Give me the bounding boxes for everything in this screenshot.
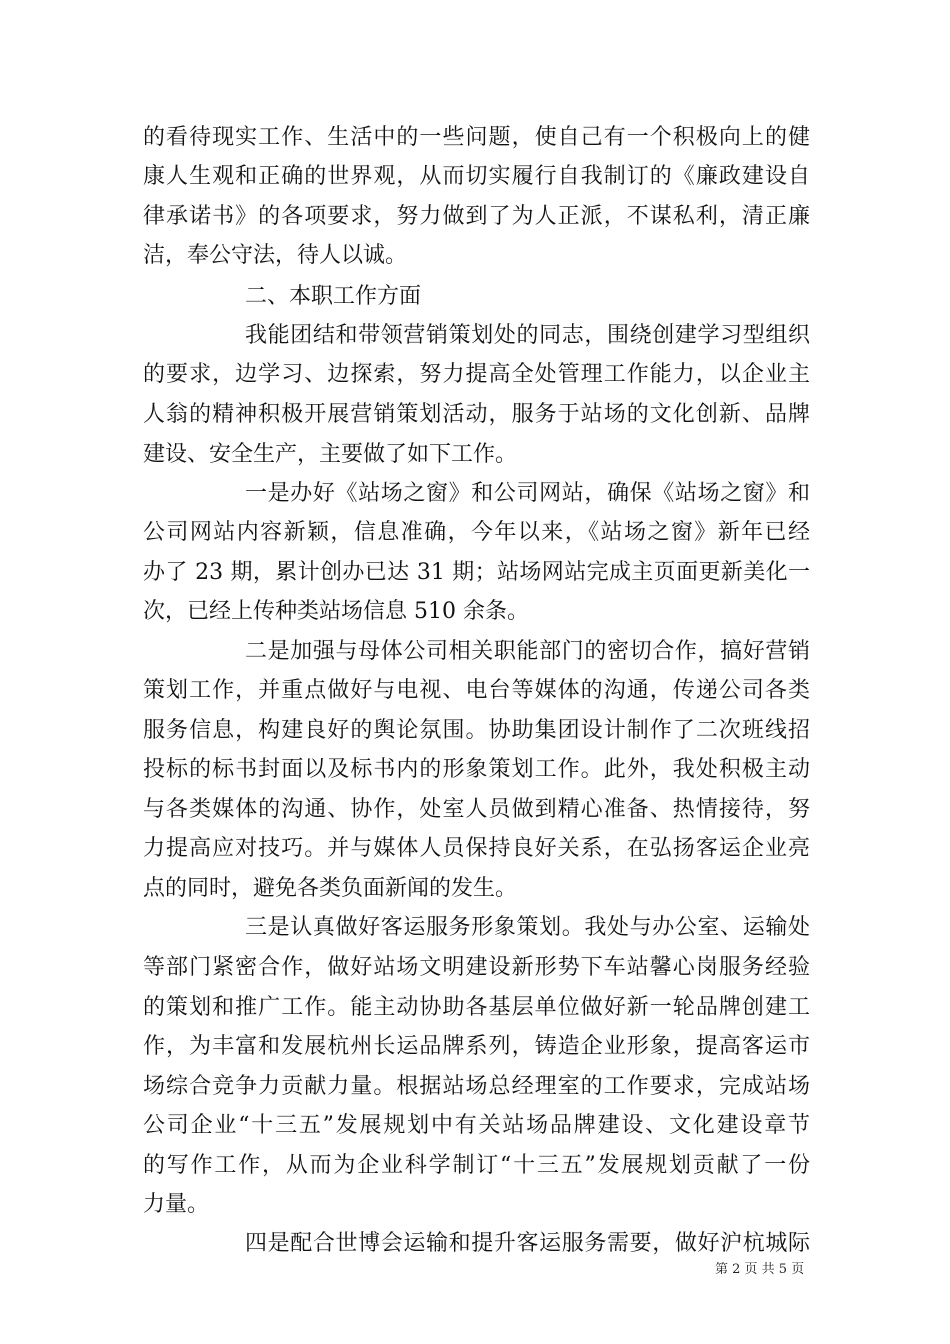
text-line: 康人生观和正确的世界观，从而切实履行自我制订的《廉政建设自 [143, 164, 810, 189]
text-line: 律承诺书》的各项要求，努力做到了为人正派，不谋私利，清正廉 [143, 204, 810, 229]
text-line: 次，已经上传种类站场信息 510 余条。 [143, 599, 529, 624]
text-line: 办了 23 期，累计创办已达 31 期；站场网站完成主页面更新美化一 [143, 560, 810, 585]
paragraph-first-line: 二是加强与母体公司相关职能部门的密切合作，搞好营销 [245, 639, 810, 664]
text-line: 公司网站内容新颖，信息准确，今年以来，《站场之窗》新年已经 [143, 520, 810, 545]
paragraph-first-line: 我能团结和带领营销策划处的同志，围绕创建学习型组织 [245, 323, 810, 348]
text-line: 洁，奉公守法，待人以诚。 [143, 243, 408, 268]
text-line: 策划工作，并重点做好与电视、电台等媒体的沟通，传递公司各类 [143, 678, 810, 703]
paragraph-first-line: 三是认真做好客运服务形象策划。我处与办公室、运输处 [245, 915, 810, 940]
text-line: 投标的标书封面以及标书内的形象策划工作。此外，我处积极主动 [143, 757, 810, 782]
text-line: 与各类媒体的沟通、协作，处室人员做到精心准备、热情接待，努 [143, 797, 810, 822]
text-line: 点的同时，避免各类负面新闻的发生。 [143, 876, 518, 901]
text-line: 场综合竞争力贡献力量。根据站场总经理室的工作要求，完成站场 [143, 1074, 810, 1099]
text-line: 公司企业“十三五”发展规划中有关站场品牌建设、文化建设章节 [143, 1113, 810, 1138]
text-line: 的要求，边学习、边探索，努力提高全处管理工作能力，以企业主 [143, 362, 810, 387]
paragraph-first-line: 四是配合世博会运输和提升客运服务需要，做好沪杭城际 [245, 1231, 810, 1256]
text-line: 人翁的精神积极开展营销策划活动，服务于站场的文化创新、品牌 [143, 402, 810, 427]
text-line: 的写作工作，从而为企业科学制订“十三五”发展规划贡献了一份 [143, 1153, 810, 1178]
text-line: 的策划和推广工作。能主动协助各基层单位做好新一轮品牌创建工 [143, 995, 810, 1020]
text-line: 服务信息，构建良好的舆论氛围。协助集团设计制作了二次班线招 [143, 718, 810, 743]
text-line: 建设、安全生产，主要做了如下工作。 [143, 442, 518, 467]
text-line: 等部门紧密合作，做好站场文明建设新形势下车站馨心岗服务经验 [143, 955, 810, 980]
section-heading: 二、本职工作方面 [245, 284, 422, 309]
text-line: 力提高应对技巧。并与媒体人员保持良好关系，在弘扬客运企业亮 [143, 836, 810, 861]
page-number-footer: 第 2 页 共 5 页 [715, 1262, 805, 1277]
text-line: 的看待现实工作、生活中的一些问题，使自己有一个积极向上的健 [143, 125, 810, 150]
text-line: 力量。 [143, 1192, 210, 1217]
paragraph-first-line: 一是办好《站场之窗》和公司网站，确保《站场之窗》和 [245, 481, 810, 506]
text-line: 作，为丰富和发展杭州长运品牌系列，铸造企业形象，提高客运市 [143, 1034, 810, 1059]
